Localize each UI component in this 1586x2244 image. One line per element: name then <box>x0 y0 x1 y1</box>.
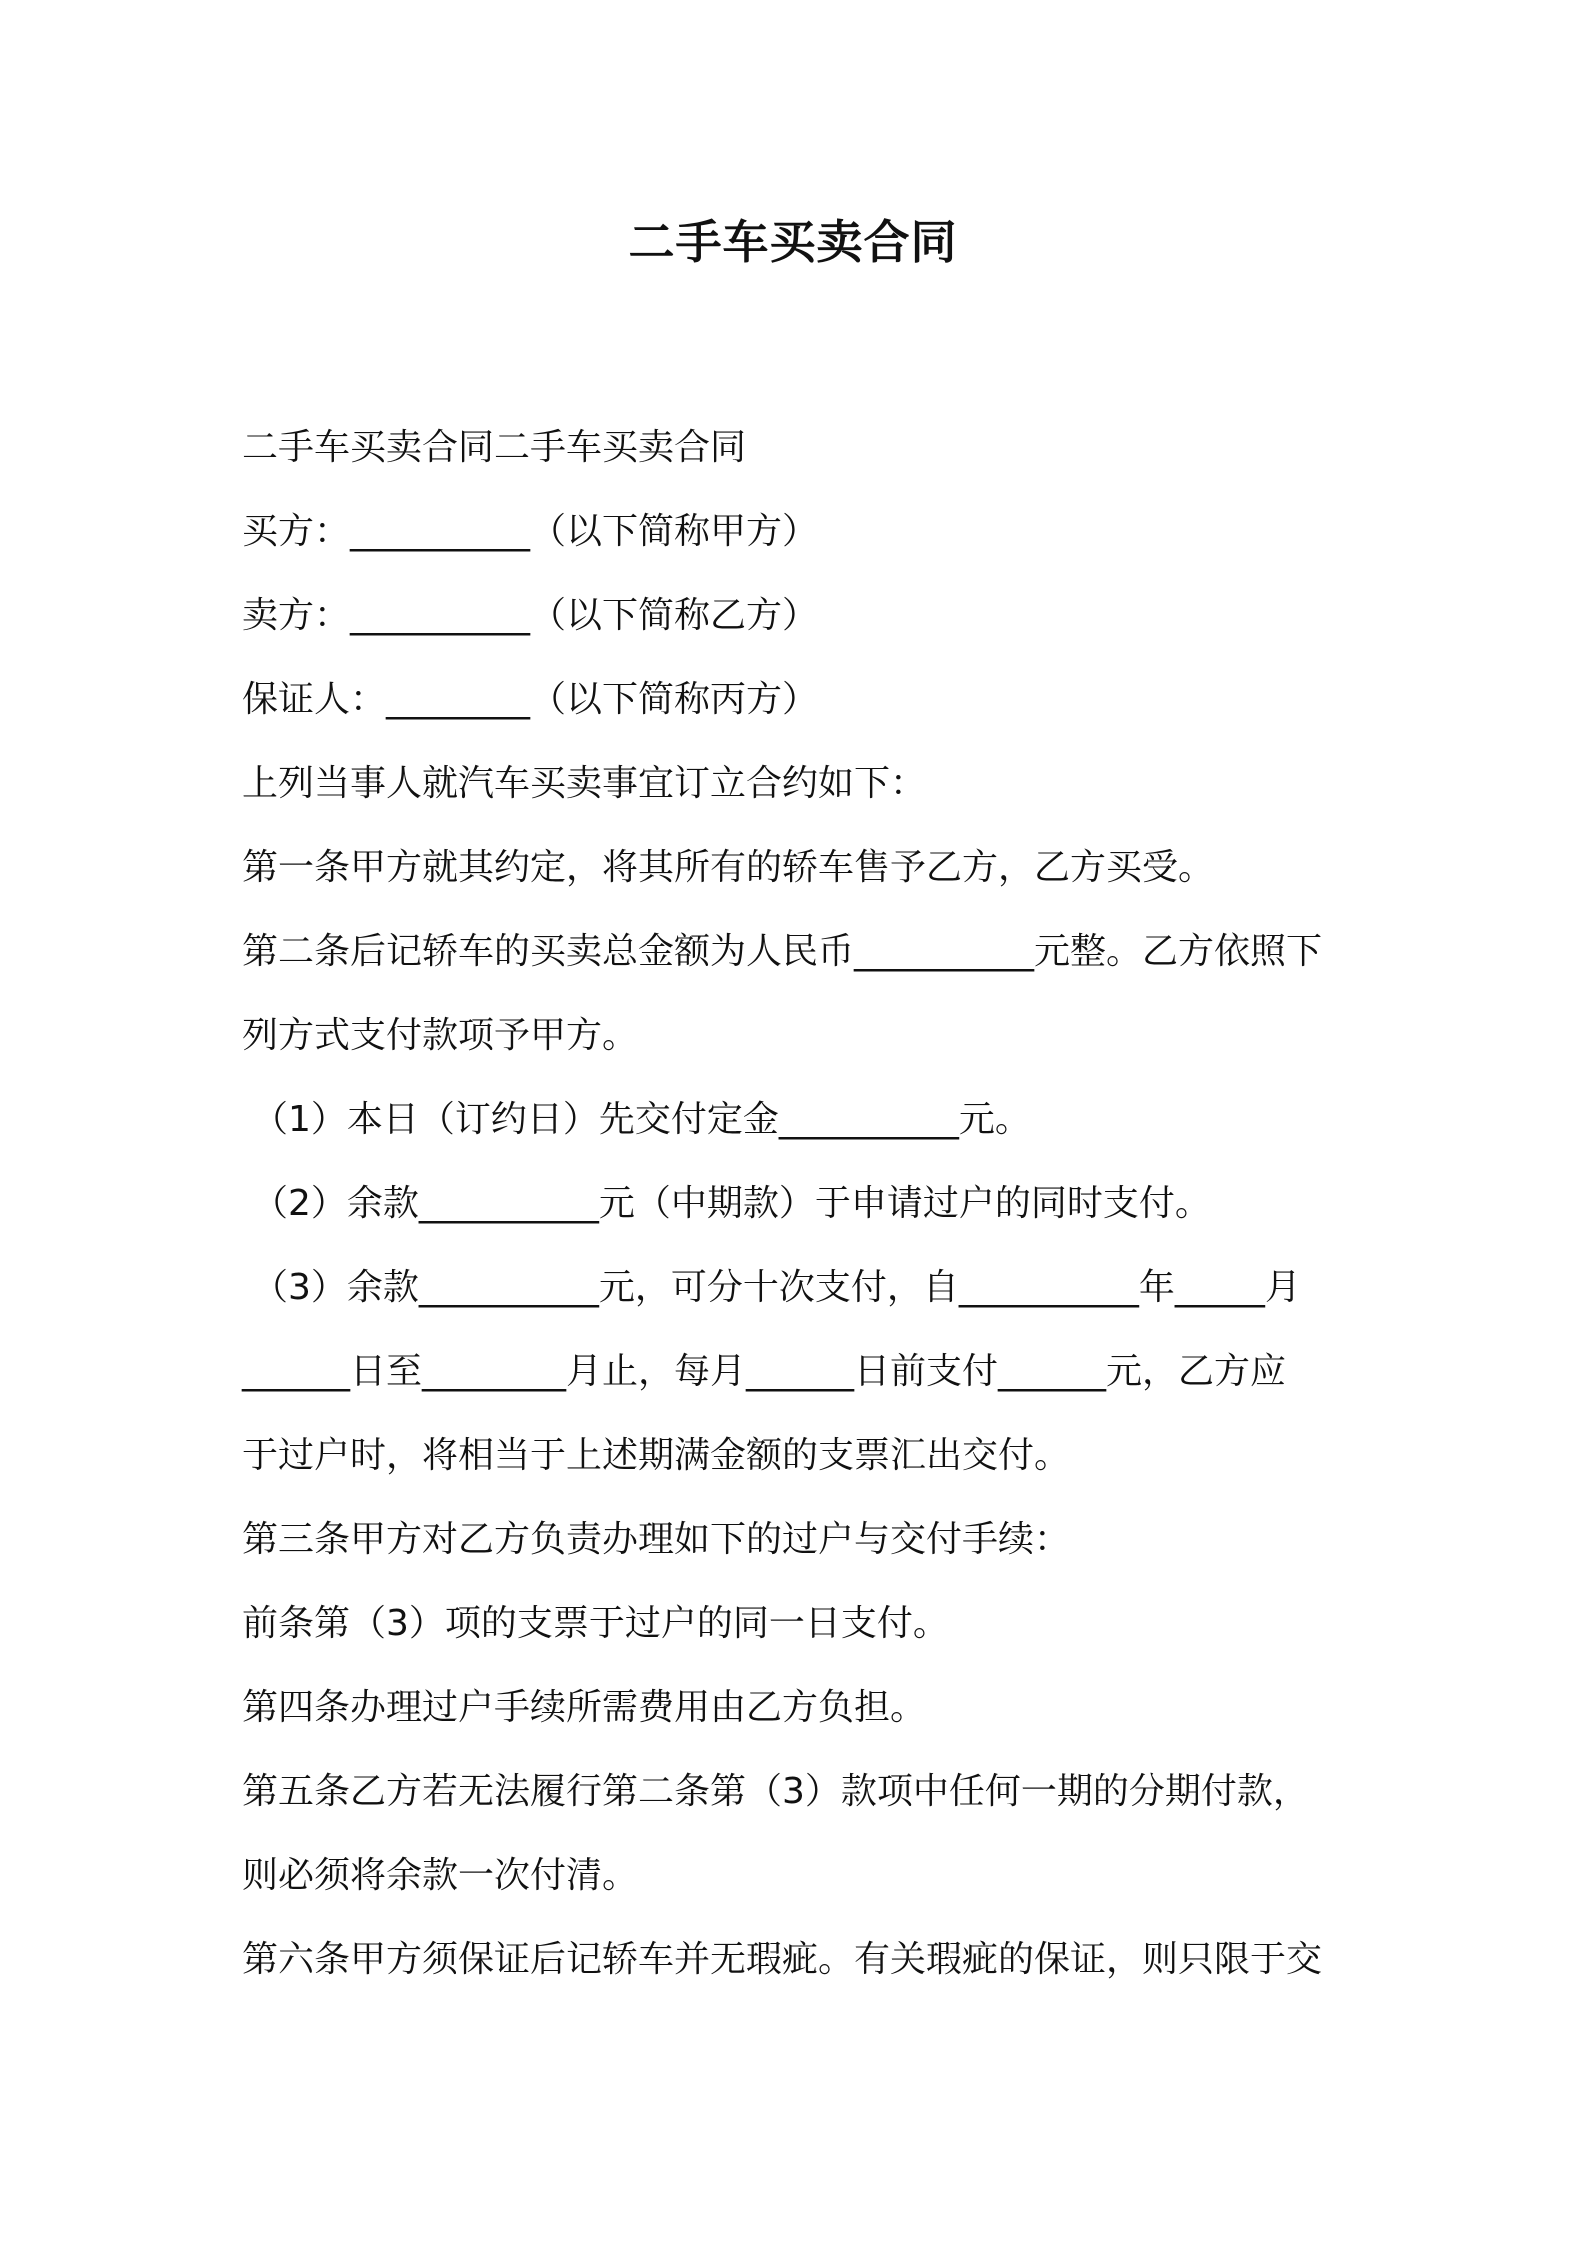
document-title: 二手车买卖合同 <box>628 215 958 269</box>
seller-line: 卖方：__________（以下简称乙方） <box>242 595 819 636</box>
article-2-line-1: 第二条后记轿车的买卖总金额为人民币__________元整。乙方依照下 <box>242 931 1323 972</box>
buyer-line: 买方：__________（以下简称甲方） <box>242 511 819 552</box>
payment-item-3-line-1: （3）余款__________元，可分十次支付，自__________年_____月 <box>252 1267 1301 1308</box>
article-1-line: 第一条甲方就其约定，将其所有的轿车售予乙方，乙方买受。 <box>242 847 1215 888</box>
preamble-line: 上列当事人就汽车买卖事宜订立合约如下： <box>242 763 927 804</box>
article-6-line-1: 第六条甲方须保证后记轿车并无瑕疵。有关瑕疵的保证，则只限于交 <box>242 1939 1323 1980</box>
article-4-line: 第四条办理过户手续所需费用由乙方负担。 <box>242 1687 927 1728</box>
payment-item-3-line-2: ______日至________月止，每月______日前支付______元，乙方应 <box>242 1351 1287 1392</box>
contract-body <box>242 406 1362 2002</box>
article-3-line: 第三条甲方对乙方负责办理如下的过户与交付手续： <box>242 1519 1071 1560</box>
article-5-line-2: 则必须将余款一次付清。 <box>242 1855 639 1896</box>
payment-item-3-line-3: 于过户时，将相当于上述期满金额的支票汇出交付。 <box>242 1435 1071 1476</box>
article-5-line-1: 第五条乙方若无法履行第二条第（3）款项中任何一期的分期付款， <box>242 1771 1309 1812</box>
payment-item-1: （1）本日（订约日）先交付定金__________元。 <box>252 1099 1031 1140</box>
article-3-detail-line: 前条第（3）项的支票于过户的同一日支付。 <box>242 1603 949 1644</box>
payment-item-2: （2）余款__________元（中期款）于申请过户的同时支付。 <box>252 1183 1211 1224</box>
article-2-line-2: 列方式支付款项予甲方。 <box>242 1015 639 1056</box>
subtitle-line: 二手车买卖合同二手车买卖合同 <box>242 427 747 468</box>
guarantor-line: 保证人：________（以下简称丙方） <box>242 679 819 720</box>
